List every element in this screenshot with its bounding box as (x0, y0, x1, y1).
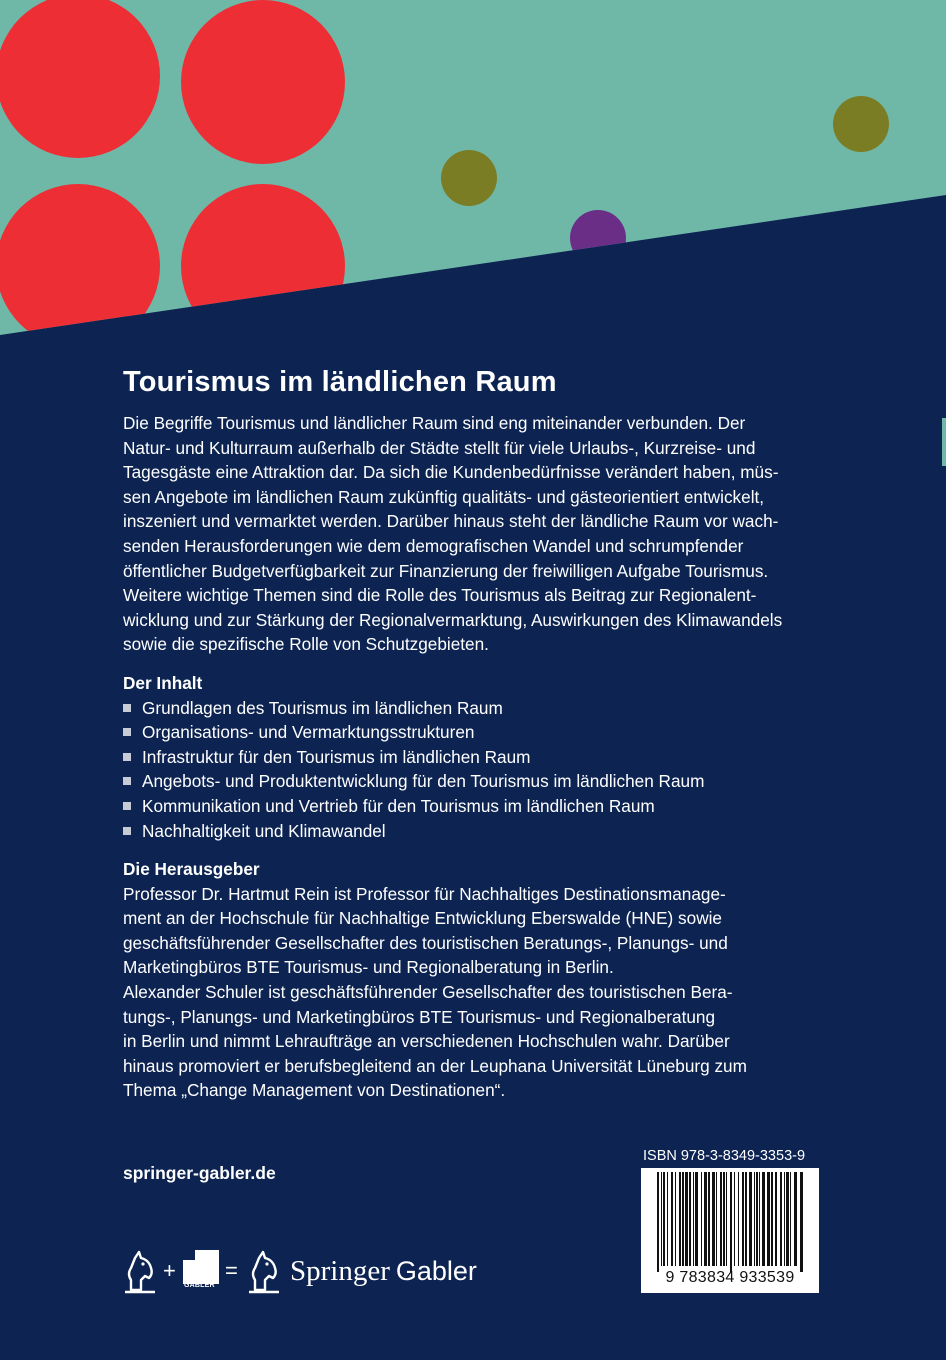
editors-line: Thema „Change Management von Destinationen“. (123, 1080, 506, 1101)
description-line: Natur- und Kulturraum außerhalb der Städte stellt für viele Urlaubs-, Kurzreise- und (123, 437, 756, 458)
editors-line: Marketingbüros BTE Tourismus- und Regionalberatung in Berlin. (123, 957, 614, 978)
barcode-digits: 9 783834 933539 (665, 1269, 795, 1286)
book-title: Tourismus im ländlichen Raum (123, 366, 557, 398)
barcode-bar (759, 1172, 760, 1266)
description-line: sowie die spezifische Rolle von Schutzgebieten. (123, 634, 489, 655)
description-line: senden Herausforderungen wie dem demografischen Wandel und schrumpfender (123, 535, 744, 556)
square-bullet-icon (123, 704, 131, 712)
barcode-bar (712, 1172, 715, 1266)
barcode-bar (695, 1172, 698, 1266)
barcode-bar (749, 1172, 752, 1266)
description-line: öffentlicher Budgetverfügbarkeit zur Finanzierung der freiwilligen Aufgabe Tourismus. (123, 560, 769, 581)
list-item-label: Angebots- und Produktentwicklung für den Tourismus im ländlichen Raum (142, 771, 705, 792)
list-item (123, 720, 823, 745)
springer-horse-icon (123, 1250, 157, 1294)
barcode-bar (723, 1172, 725, 1266)
publisher-url[interactable]: springer-gabler.de (123, 1163, 276, 1183)
isbn-text: ISBN 978-3-8349-3353-9 (643, 1148, 806, 1164)
description-line: Weitere wichtige Themen sind die Rolle des Tourismus als Beitrag zur Regionalent- (123, 585, 757, 606)
barcode-bar (780, 1172, 782, 1266)
square-bullet-icon (123, 827, 131, 835)
description-line: sen Angebote im ländlichen Raum zukünftig qualitäts- und gästeorientiert entwickelt, (123, 486, 765, 507)
list-item (123, 794, 823, 819)
olive-circle-2 (833, 96, 889, 152)
editors-line: ment an der Hochschule für Nachhaltige Entwicklung Eberswalde (HNE) sowie (123, 908, 722, 929)
barcode (641, 1168, 819, 1293)
plus-sign: + (163, 1258, 176, 1283)
square-bullet-icon (123, 802, 131, 810)
list-item (123, 769, 823, 794)
editors-line: in Berlin und nimmt Lehraufträge an verschiedenen Hochschulen wahr. Darüber (123, 1031, 730, 1052)
square-bullet-icon (123, 777, 131, 785)
barcode-bar (786, 1172, 789, 1266)
barcode-bar (767, 1172, 770, 1266)
barcode-bar (762, 1172, 765, 1266)
editors-line: Alexander Schuler ist geschäftsführender Gesellschafter des touristischen Bera- (123, 982, 733, 1003)
square-bullet-icon (123, 728, 131, 736)
barcode-bar (701, 1172, 702, 1266)
contents-section (123, 671, 823, 843)
description-line: inszeniert und vermarktet werden. Darüber hinaus steht der ländliche Raum vor wach- (123, 511, 779, 532)
olive-circle-1 (441, 150, 497, 206)
barcode-bar (693, 1172, 694, 1266)
barcode-bar (671, 1172, 673, 1266)
list-item (123, 745, 823, 770)
springer-horse-icon (247, 1250, 281, 1294)
contents-heading: Der Inhalt (123, 672, 203, 693)
barcode-bar (657, 1172, 659, 1272)
barcode-bar (708, 1172, 710, 1266)
barcode-bar (734, 1172, 735, 1266)
barcode-bar (790, 1172, 791, 1266)
brand-springer: Springer (290, 1255, 390, 1287)
list-item-label: Kommunikation und Vertrieb für den Tourismus im ländlichen Raum (142, 795, 655, 816)
description-line: Tagesgäste eine Attraktion dar. Da sich die Kundenbedürfnisse verändert haben, müs- (123, 462, 779, 483)
editors-heading: Die Herausgeber (123, 859, 260, 880)
editors-line: Professor Dr. Hartmut Rein ist Professor für Nachhaltiges Destinationsmanage- (123, 883, 726, 904)
description-line: wicklung und zur Stärkung der Regionalvermarktung, Auswirkungen des Klimawandels (123, 609, 783, 630)
description-line: Die Begriffe Tourismus und ländlicher Raum sind eng miteinander verbunden. Der (123, 413, 746, 433)
barcode-bar (679, 1172, 681, 1266)
list-item (123, 819, 823, 844)
main-content (123, 366, 823, 1103)
barcode-bar (675, 1172, 676, 1266)
barcode-bar (716, 1172, 717, 1266)
barcode-bar (794, 1172, 797, 1266)
list-item-label: Grundlagen des Tourismus im ländlichen Raum (142, 697, 503, 718)
barcode-bar (742, 1172, 744, 1266)
springer-gabler-brand (290, 1255, 477, 1288)
gabler-wordmark: GABLER (184, 1282, 215, 1289)
gabler-logo-icon (183, 1250, 219, 1284)
barcode-bar (771, 1172, 773, 1266)
barcode-bar (800, 1172, 803, 1272)
barcode-bar (667, 1172, 668, 1266)
list-item-label: Infrastruktur für den Tourismus im ländlichen Raum (142, 746, 531, 767)
edge-marker (942, 418, 946, 466)
equals-sign: = (225, 1258, 238, 1283)
purple-circle (570, 210, 626, 266)
description (123, 411, 823, 657)
barcode-bar (685, 1172, 688, 1266)
list-item-label: Nachhaltigkeit und Klimawandel (142, 820, 386, 841)
editors-line: hinaus promoviert er berufsbegleitend an der Leuphana Universität Lüneburg zum (123, 1055, 747, 1076)
barcode-bar (775, 1172, 777, 1266)
barcode-bar (682, 1172, 684, 1266)
contents-list (123, 696, 823, 844)
decorative-artwork (0, 0, 946, 340)
barcode-bar (661, 1172, 662, 1266)
barcode-bar (704, 1172, 707, 1266)
red-circle-2 (181, 0, 345, 164)
barcode-bar (754, 1172, 755, 1266)
publisher-logos (123, 1246, 543, 1296)
list-item-label: Organisations- und Vermarktungsstrukturen (142, 722, 475, 743)
barcode-bar (738, 1172, 739, 1266)
square-bullet-icon (123, 753, 131, 761)
barcode-bar (720, 1172, 722, 1266)
barcode-bar (745, 1172, 747, 1266)
editors-section (123, 857, 823, 1103)
editors-line: geschäftsführender Gesellschafter des touristischen Beratungs-, Planungs- und (123, 932, 728, 953)
barcode-bar (726, 1172, 727, 1266)
barcode-bar (756, 1172, 758, 1266)
brand-gabler: Gabler (395, 1256, 477, 1286)
list-item (123, 696, 823, 721)
barcode-bar (730, 1172, 732, 1272)
editors-line: tungs-, Planungs- und Marketingbüros BTE Tourismus- und Regionalberatung (123, 1006, 716, 1027)
barcode-bar (784, 1172, 785, 1266)
barcode-bar (663, 1172, 665, 1266)
barcode-bar (689, 1172, 691, 1266)
